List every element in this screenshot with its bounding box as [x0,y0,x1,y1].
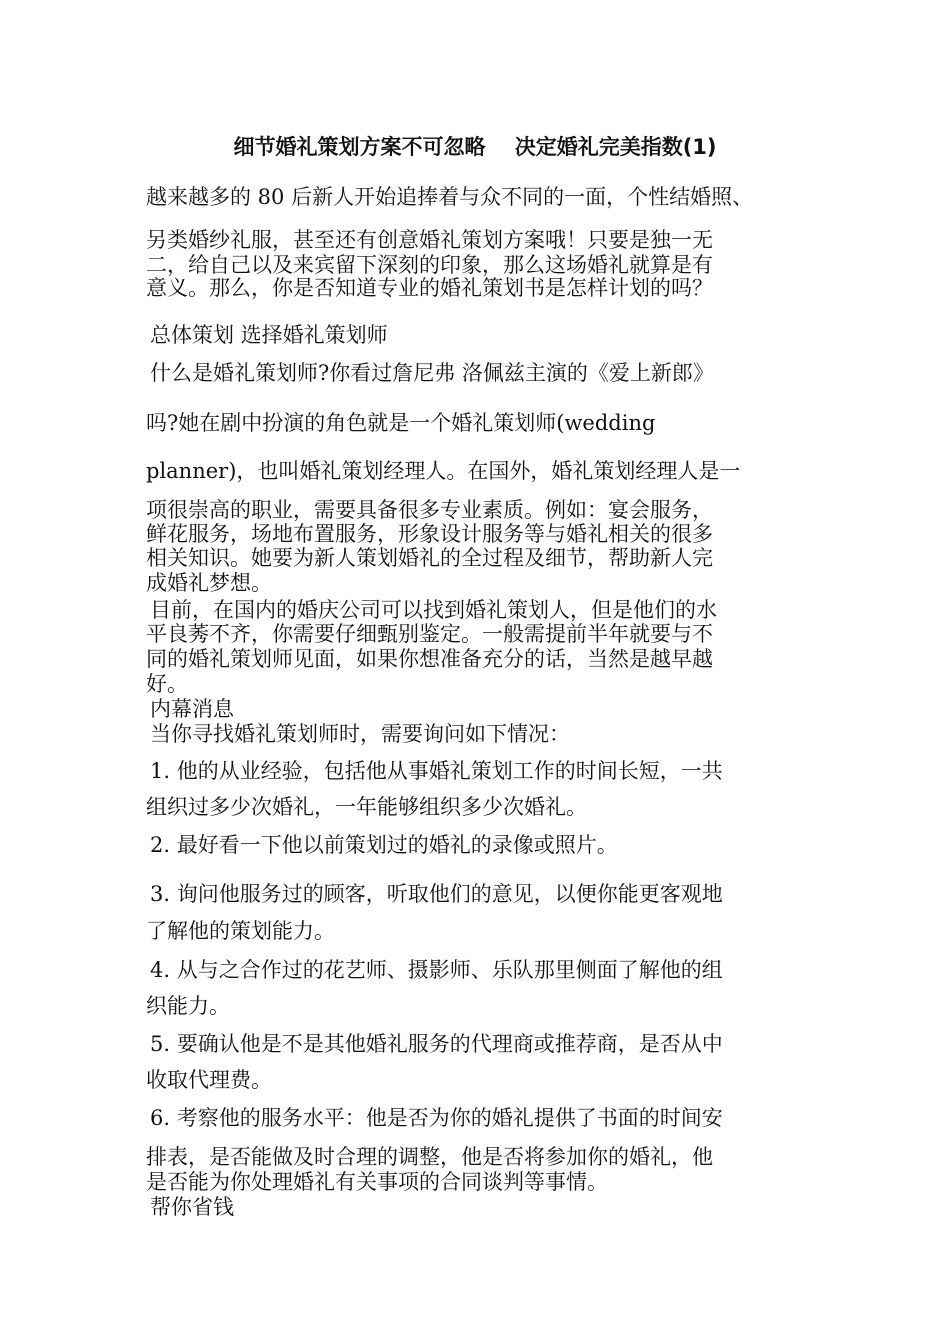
list-item-continuation: 排表，是否能做及时合理的调整，他是否将参加你的婚礼，他 [146,1145,713,1169]
list-item-continuation: 了解他的策划能力。 [146,919,335,943]
document-title: 细节婚礼策划方案不可忽略 决定婚礼完美指数(1) [233,135,717,159]
paragraph-line: 什么是婚礼策划师?你看过詹尼弗 洛佩兹主演的《爱上新郎》 [150,361,714,385]
list-item: 2. 最好看一下他以前策划过的婚礼的录像或照片。 [150,833,618,857]
paragraph-line: 鲜花服务，场地布置服务，形象设计服务等与婚礼相关的很多 [146,522,713,546]
paragraph-line: 成婚礼梦想。 [146,571,272,595]
list-item-continuation: 是否能为你处理婚礼有关事项的合同谈判等事情。 [146,1170,608,1194]
paragraph-line: 越来越多的 80 后新人开始追捧着与众不同的一面，个性结婚照、 [146,185,754,209]
list-item: 3. 询问他服务过的顾客，听取他们的意见，以便你能更客观地 [150,882,723,906]
paragraph-line: 相关知识。她要为新人策划婚礼的全过程及细节，帮助新人完 [146,546,713,570]
section-heading: 总体策划 选择婚礼策划师 [150,323,388,347]
paragraph-line: 另类婚纱礼服，甚至还有创意婚礼策划方案哦！只要是独一无 [146,228,713,252]
paragraph-line: 平良莠不齐，你需要仔细甄别鉴定。一般需提前半年就要与不 [146,622,713,646]
list-item: 4. 从与之合作过的花艺师、摄影师、乐队那里侧面了解他的组 [150,958,723,982]
list-item-continuation: 织能力。 [146,994,230,1018]
paragraph-line: 吗?她在剧中扮演的角色就是一个婚礼策划师(wedding [146,411,656,435]
list-item: 1. 他的从业经验，包括他从事婚礼策划工作的时间长短，一共 [150,759,723,783]
list-item: 6. 考察他的服务水平：他是否为你的婚礼提供了书面的时间安 [150,1106,723,1130]
paragraph-line: 意义。那么，你是否知道专业的婚礼策划书是怎样计划的吗？ [146,276,713,300]
list-item-continuation: 组织过多少次婚礼，一年能够组织多少次婚礼。 [146,795,587,819]
section-heading: 内幕消息 [150,697,234,721]
list-item: 5. 要确认他是不是其他婚礼服务的代理商或推荐商，是否从中 [150,1032,723,1056]
list-item-continuation: 收取代理费。 [146,1068,272,1092]
paragraph-line: 项很崇高的职业，需要具备很多专业素质。例如：宴会服务， [146,498,713,522]
paragraph-line: 目前，在国内的婚庆公司可以找到婚礼策划人，但是他们的水 [150,598,717,622]
paragraph-line: 当你寻找婚礼策划师时，需要询问如下情况： [150,722,570,746]
section-heading: 帮你省钱 [150,1195,234,1219]
paragraph-line: 好。 [146,672,188,696]
paragraph-line: 同的婚礼策划师见面，如果你想准备充分的话，当然是越早越 [146,647,713,671]
paragraph-line: planner)，也叫婚礼策划经理人。在国外，婚礼策划经理人是一 [146,459,741,483]
paragraph-line: 二，给自己以及来宾留下深刻的印象，那么这场婚礼就算是有 [146,253,713,277]
